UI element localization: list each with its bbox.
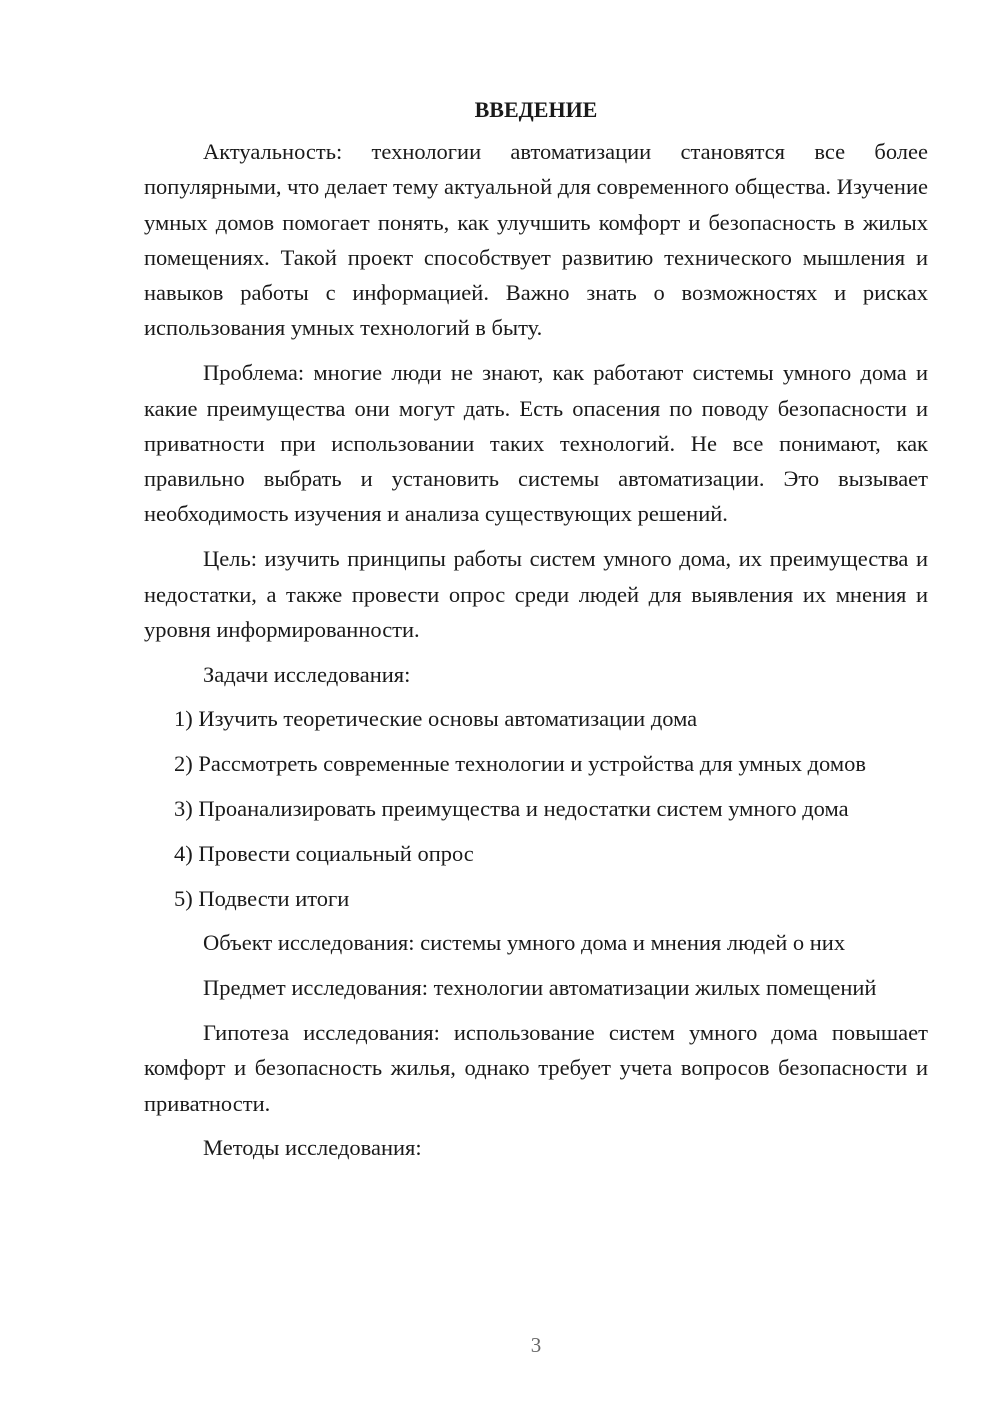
task-item: 5) Подвести итоги [174,885,350,911]
page-content [144,92,928,1175]
task-item: 1) Изучить теоретические основы автоматизации дома [174,706,698,732]
task-item: 2) Рассмотреть современные технологии и устройства для умных домов [174,751,866,777]
paragraph-relevance: Актуальность: технологии автоматизации становятся все более популярными, что делает тему актуальной для современного общества. Изучение умных домов помогает понять, как улучшить комфорт и безопасность в жилых помещениях. Такой проект способствует развитию технического мышления и навыков работы с информацией. Важно знать о возможностях и рисках использования умных технологий в быту. [144,139,928,341]
paragraph-object: Объект исследования: системы умного дома и мнения людей о них [203,930,846,956]
paragraph-problem: Проблема: многие люди не знают, как работают системы умного дома и какие преимущества они могут дать. Есть опасения по поводу безопасности и приватности при использовании таких технологий. Не все понимают, как правильно выбрать и установить системы автоматизации. Это вызывает необходимость изучения и анализа существующих решений. [144,360,928,527]
paragraph-goal: Цель: изучить принципы работы систем умного дома, их преимущества и недостатки, а также провести опрос среди людей для выявления их мнения и уровня информированности. [144,546,928,642]
page-number: 3 [530,1333,542,1357]
paragraph-subject: Предмет исследования: технологии автоматизации жилых помещений [203,975,877,1001]
paragraph-hypothesis: Гипотеза исследования: использование систем умного дома повышает комфорт и безопасность жилья, однако требует учета вопросов безопасности и приватности. [144,1020,928,1116]
task-item: 3) Проанализировать преимущества и недостатки систем умного дома [174,796,849,822]
section-title: ВВЕДЕНИЕ [474,97,598,122]
task-list [144,701,928,915]
task-item: 4) Провести социальный опрос [174,840,474,866]
tasks-heading: Задачи исследования: [203,661,411,687]
methods-heading: Методы исследования: [203,1135,422,1161]
